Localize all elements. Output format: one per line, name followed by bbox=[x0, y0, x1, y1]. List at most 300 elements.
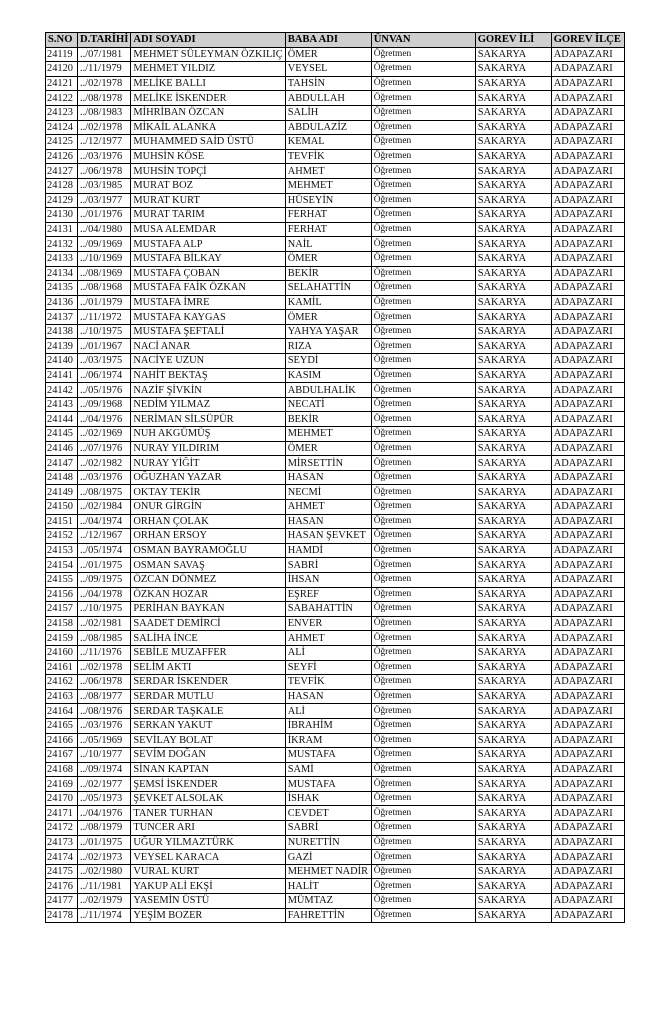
table-row bbox=[46, 91, 625, 106]
cell-full-name: MUHSİN KÖSE bbox=[131, 149, 285, 164]
table-row bbox=[46, 587, 625, 602]
cell-birth-date: ../02/1981 bbox=[78, 616, 131, 631]
cell-father-name: MUSTAFA bbox=[285, 777, 371, 792]
table-row bbox=[46, 645, 625, 660]
cell-father-name: BEKİR bbox=[285, 412, 371, 427]
cell-duty-province: SAKARYA bbox=[475, 120, 551, 135]
cell-sno: 24164 bbox=[46, 704, 78, 719]
cell-title: Öğretmen bbox=[371, 879, 475, 894]
cell-full-name: OKTAY TEKİR bbox=[131, 485, 285, 500]
cell-full-name: MEHMET YILDIZ bbox=[131, 62, 285, 77]
cell-father-name: ABDULLAH bbox=[285, 91, 371, 106]
cell-duty-district: ADAPAZARI bbox=[551, 616, 624, 631]
cell-duty-district: ADAPAZARI bbox=[551, 485, 624, 500]
cell-duty-district: ADAPAZARI bbox=[551, 354, 624, 369]
cell-full-name: MUSTAFA FAİK ÖZKAN bbox=[131, 281, 285, 296]
table-row bbox=[46, 208, 625, 223]
cell-full-name: ÖZCAN DÖNMEZ bbox=[131, 572, 285, 587]
cell-duty-province: SAKARYA bbox=[475, 543, 551, 558]
cell-duty-province: SAKARYA bbox=[475, 412, 551, 427]
cell-father-name: SEYFİ bbox=[285, 660, 371, 675]
cell-father-name: SALİH bbox=[285, 105, 371, 120]
cell-birth-date: ../04/1976 bbox=[78, 412, 131, 427]
cell-duty-province: SAKARYA bbox=[475, 894, 551, 909]
cell-sno: 24121 bbox=[46, 76, 78, 91]
cell-duty-district: ADAPAZARI bbox=[551, 631, 624, 646]
cell-duty-district: ADAPAZARI bbox=[551, 149, 624, 164]
cell-birth-date: ../02/1973 bbox=[78, 850, 131, 865]
table-row bbox=[46, 543, 625, 558]
cell-duty-province: SAKARYA bbox=[475, 602, 551, 617]
cell-birth-date: ../03/1975 bbox=[78, 354, 131, 369]
cell-father-name: TEVFİK bbox=[285, 149, 371, 164]
table-row bbox=[46, 266, 625, 281]
cell-sno: 24128 bbox=[46, 178, 78, 193]
cell-duty-province: SAKARYA bbox=[475, 689, 551, 704]
cell-birth-date: ../08/1985 bbox=[78, 631, 131, 646]
cell-father-name: SELAHATTİN bbox=[285, 281, 371, 296]
cell-father-name: ALİ bbox=[285, 645, 371, 660]
cell-father-name: HASAN ŞEVKET bbox=[285, 529, 371, 544]
cell-sno: 24151 bbox=[46, 514, 78, 529]
cell-sno: 24157 bbox=[46, 602, 78, 617]
cell-duty-district: ADAPAZARI bbox=[551, 135, 624, 150]
cell-duty-province: SAKARYA bbox=[475, 281, 551, 296]
cell-duty-district: ADAPAZARI bbox=[551, 500, 624, 515]
cell-birth-date: ../09/1975 bbox=[78, 572, 131, 587]
cell-father-name: FERHAT bbox=[285, 208, 371, 223]
cell-sno: 24153 bbox=[46, 543, 78, 558]
cell-father-name: SABRİ bbox=[285, 558, 371, 573]
cell-duty-province: SAKARYA bbox=[475, 397, 551, 412]
cell-birth-date: ../09/1974 bbox=[78, 762, 131, 777]
cell-duty-province: SAKARYA bbox=[475, 660, 551, 675]
cell-sno: 24166 bbox=[46, 733, 78, 748]
table-row bbox=[46, 368, 625, 383]
cell-duty-district: ADAPAZARI bbox=[551, 91, 624, 106]
cell-father-name: NAİL bbox=[285, 237, 371, 252]
cell-full-name: TANER TURHAN bbox=[131, 806, 285, 821]
cell-father-name: HASAN bbox=[285, 470, 371, 485]
cell-title: Öğretmen bbox=[371, 120, 475, 135]
cell-sno: 24162 bbox=[46, 675, 78, 690]
cell-sno: 24125 bbox=[46, 135, 78, 150]
cell-sno: 24152 bbox=[46, 529, 78, 544]
cell-title: Öğretmen bbox=[371, 251, 475, 266]
cell-birth-date: ../02/1978 bbox=[78, 660, 131, 675]
table-row bbox=[46, 222, 625, 237]
cell-birth-date: ../06/1978 bbox=[78, 675, 131, 690]
cell-birth-date: ../01/1976 bbox=[78, 208, 131, 223]
table-row bbox=[46, 704, 625, 719]
cell-duty-province: SAKARYA bbox=[475, 193, 551, 208]
cell-duty-district: ADAPAZARI bbox=[551, 470, 624, 485]
cell-full-name: SALİHA İNCE bbox=[131, 631, 285, 646]
cell-duty-province: SAKARYA bbox=[475, 616, 551, 631]
cell-father-name: BEKİR bbox=[285, 266, 371, 281]
header-birth-date: D.TARİHİ bbox=[78, 33, 131, 48]
cell-full-name: MURAT TARIM bbox=[131, 208, 285, 223]
cell-sno: 24161 bbox=[46, 660, 78, 675]
cell-duty-province: SAKARYA bbox=[475, 149, 551, 164]
table-row bbox=[46, 164, 625, 179]
cell-father-name: MÜMTAZ bbox=[285, 894, 371, 909]
cell-title: Öğretmen bbox=[371, 105, 475, 120]
cell-duty-province: SAKARYA bbox=[475, 704, 551, 719]
table-row bbox=[46, 383, 625, 398]
cell-father-name: TAHSİN bbox=[285, 76, 371, 91]
table-row bbox=[46, 251, 625, 266]
cell-title: Öğretmen bbox=[371, 208, 475, 223]
cell-sno: 24140 bbox=[46, 354, 78, 369]
cell-birth-date: ../03/1976 bbox=[78, 718, 131, 733]
cell-duty-province: SAKARYA bbox=[475, 485, 551, 500]
cell-birth-date: ../02/1982 bbox=[78, 456, 131, 471]
cell-title: Öğretmen bbox=[371, 850, 475, 865]
cell-title: Öğretmen bbox=[371, 193, 475, 208]
cell-title: Öğretmen bbox=[371, 733, 475, 748]
cell-duty-province: SAKARYA bbox=[475, 879, 551, 894]
table-row bbox=[46, 120, 625, 135]
cell-title: Öğretmen bbox=[371, 222, 475, 237]
cell-title: Öğretmen bbox=[371, 587, 475, 602]
cell-sno: 24120 bbox=[46, 62, 78, 77]
table-row bbox=[46, 821, 625, 836]
table-row bbox=[46, 47, 625, 62]
cell-title: Öğretmen bbox=[371, 456, 475, 471]
cell-full-name: SERKAN YAKUT bbox=[131, 718, 285, 733]
cell-full-name: OSMAN SAVAŞ bbox=[131, 558, 285, 573]
cell-full-name: NURAY YILDIRIM bbox=[131, 441, 285, 456]
header-row bbox=[46, 33, 625, 48]
cell-birth-date: ../08/1977 bbox=[78, 689, 131, 704]
cell-duty-district: ADAPAZARI bbox=[551, 514, 624, 529]
cell-duty-province: SAKARYA bbox=[475, 675, 551, 690]
cell-birth-date: ../04/1974 bbox=[78, 514, 131, 529]
cell-duty-district: ADAPAZARI bbox=[551, 602, 624, 617]
cell-duty-province: SAKARYA bbox=[475, 295, 551, 310]
cell-birth-date: ../09/1969 bbox=[78, 237, 131, 252]
cell-birth-date: ../09/1968 bbox=[78, 397, 131, 412]
cell-full-name: MURAT KURT bbox=[131, 193, 285, 208]
cell-title: Öğretmen bbox=[371, 631, 475, 646]
cell-father-name: FERHAT bbox=[285, 222, 371, 237]
cell-birth-date: ../04/1978 bbox=[78, 587, 131, 602]
cell-sno: 24147 bbox=[46, 456, 78, 471]
cell-father-name: RIZA bbox=[285, 339, 371, 354]
table-row bbox=[46, 850, 625, 865]
cell-title: Öğretmen bbox=[371, 266, 475, 281]
cell-full-name: UĞUR YILMAZTÜRK bbox=[131, 835, 285, 850]
cell-full-name: MUHAMMED SAİD ÜSTÜ bbox=[131, 135, 285, 150]
cell-duty-district: ADAPAZARI bbox=[551, 543, 624, 558]
table-row bbox=[46, 733, 625, 748]
cell-title: Öğretmen bbox=[371, 354, 475, 369]
cell-father-name: TEVFİK bbox=[285, 675, 371, 690]
cell-title: Öğretmen bbox=[371, 470, 475, 485]
cell-duty-district: ADAPAZARI bbox=[551, 120, 624, 135]
cell-father-name: HAMDİ bbox=[285, 543, 371, 558]
cell-title: Öğretmen bbox=[371, 295, 475, 310]
cell-duty-district: ADAPAZARI bbox=[551, 587, 624, 602]
cell-duty-district: ADAPAZARI bbox=[551, 310, 624, 325]
cell-father-name: İHSAN bbox=[285, 572, 371, 587]
cell-duty-district: ADAPAZARI bbox=[551, 821, 624, 836]
cell-duty-district: ADAPAZARI bbox=[551, 397, 624, 412]
cell-title: Öğretmen bbox=[371, 572, 475, 587]
table-row bbox=[46, 485, 625, 500]
cell-birth-date: ../10/1969 bbox=[78, 251, 131, 266]
table-row bbox=[46, 558, 625, 573]
cell-duty-province: SAKARYA bbox=[475, 514, 551, 529]
cell-duty-district: ADAPAZARI bbox=[551, 368, 624, 383]
cell-father-name: EŞREF bbox=[285, 587, 371, 602]
cell-duty-province: SAKARYA bbox=[475, 208, 551, 223]
cell-full-name: VURAL KURT bbox=[131, 864, 285, 879]
cell-sno: 24175 bbox=[46, 864, 78, 879]
cell-duty-district: ADAPAZARI bbox=[551, 675, 624, 690]
cell-father-name: HASAN bbox=[285, 689, 371, 704]
cell-birth-date: ../11/1976 bbox=[78, 645, 131, 660]
cell-full-name: NEDİM YILMAZ bbox=[131, 397, 285, 412]
cell-father-name: KAMİL bbox=[285, 295, 371, 310]
cell-full-name: SEVİLAY BOLAT bbox=[131, 733, 285, 748]
cell-birth-date: ../03/1976 bbox=[78, 149, 131, 164]
cell-birth-date: ../07/1976 bbox=[78, 441, 131, 456]
cell-birth-date: ../01/1975 bbox=[78, 558, 131, 573]
cell-full-name: SAADET DEMİRCİ bbox=[131, 616, 285, 631]
cell-birth-date: ../11/1972 bbox=[78, 310, 131, 325]
cell-birth-date: ../08/1978 bbox=[78, 91, 131, 106]
cell-sno: 24148 bbox=[46, 470, 78, 485]
cell-full-name: YAKUP ALİ EKŞİ bbox=[131, 879, 285, 894]
cell-sno: 24159 bbox=[46, 631, 78, 646]
cell-title: Öğretmen bbox=[371, 339, 475, 354]
cell-birth-date: ../07/1981 bbox=[78, 47, 131, 62]
cell-father-name: MEHMET bbox=[285, 427, 371, 442]
cell-full-name: MUSTAFA ŞEFTALİ bbox=[131, 324, 285, 339]
table-row bbox=[46, 500, 625, 515]
cell-sno: 24160 bbox=[46, 645, 78, 660]
cell-duty-district: ADAPAZARI bbox=[551, 704, 624, 719]
cell-birth-date: ../02/1978 bbox=[78, 120, 131, 135]
cell-father-name: FAHRETTİN bbox=[285, 908, 371, 923]
cell-sno: 24178 bbox=[46, 908, 78, 923]
cell-birth-date: ../10/1975 bbox=[78, 602, 131, 617]
cell-duty-district: ADAPAZARI bbox=[551, 558, 624, 573]
cell-duty-province: SAKARYA bbox=[475, 91, 551, 106]
cell-birth-date: ../05/1969 bbox=[78, 733, 131, 748]
cell-title: Öğretmen bbox=[371, 149, 475, 164]
cell-duty-province: SAKARYA bbox=[475, 310, 551, 325]
cell-father-name: ABDULAZİZ bbox=[285, 120, 371, 135]
table-body bbox=[46, 47, 625, 923]
cell-sno: 24135 bbox=[46, 281, 78, 296]
cell-duty-district: ADAPAZARI bbox=[551, 222, 624, 237]
cell-sno: 24172 bbox=[46, 821, 78, 836]
cell-sno: 24142 bbox=[46, 383, 78, 398]
table-row bbox=[46, 310, 625, 325]
cell-sno: 24169 bbox=[46, 777, 78, 792]
cell-birth-date: ../01/1967 bbox=[78, 339, 131, 354]
cell-title: Öğretmen bbox=[371, 558, 475, 573]
cell-title: Öğretmen bbox=[371, 791, 475, 806]
cell-father-name: HALİT bbox=[285, 879, 371, 894]
header-duty-district: GOREV İLÇE bbox=[551, 33, 624, 48]
cell-father-name: MUSTAFA bbox=[285, 748, 371, 763]
cell-title: Öğretmen bbox=[371, 660, 475, 675]
table-row bbox=[46, 835, 625, 850]
cell-duty-province: SAKARYA bbox=[475, 135, 551, 150]
table-row bbox=[46, 675, 625, 690]
cell-duty-province: SAKARYA bbox=[475, 835, 551, 850]
table-row bbox=[46, 514, 625, 529]
table-row bbox=[46, 470, 625, 485]
cell-full-name: NAHİT BEKTAŞ bbox=[131, 368, 285, 383]
cell-birth-date: ../12/1967 bbox=[78, 529, 131, 544]
cell-father-name: İSHAK bbox=[285, 791, 371, 806]
table-row bbox=[46, 529, 625, 544]
cell-duty-district: ADAPAZARI bbox=[551, 762, 624, 777]
cell-birth-date: ../02/1977 bbox=[78, 777, 131, 792]
cell-full-name: ORHAN ERSOY bbox=[131, 529, 285, 544]
cell-duty-province: SAKARYA bbox=[475, 850, 551, 865]
cell-father-name: SAMİ bbox=[285, 762, 371, 777]
cell-sno: 24141 bbox=[46, 368, 78, 383]
cell-birth-date: ../01/1975 bbox=[78, 835, 131, 850]
table-row bbox=[46, 62, 625, 77]
cell-birth-date: ../05/1974 bbox=[78, 543, 131, 558]
cell-birth-date: ../08/1976 bbox=[78, 704, 131, 719]
cell-title: Öğretmen bbox=[371, 821, 475, 836]
cell-birth-date: ../03/1976 bbox=[78, 470, 131, 485]
cell-title: Öğretmen bbox=[371, 602, 475, 617]
header-duty-province: GOREV İLİ bbox=[475, 33, 551, 48]
cell-title: Öğretmen bbox=[371, 762, 475, 777]
cell-birth-date: ../02/1980 bbox=[78, 864, 131, 879]
table-row bbox=[46, 791, 625, 806]
cell-duty-province: SAKARYA bbox=[475, 718, 551, 733]
cell-title: Öğretmen bbox=[371, 485, 475, 500]
cell-father-name: ÖMER bbox=[285, 47, 371, 62]
cell-duty-province: SAKARYA bbox=[475, 251, 551, 266]
cell-duty-province: SAKARYA bbox=[475, 572, 551, 587]
cell-duty-district: ADAPAZARI bbox=[551, 266, 624, 281]
cell-duty-district: ADAPAZARI bbox=[551, 412, 624, 427]
cell-full-name: MİHRİBAN ÖZCAN bbox=[131, 105, 285, 120]
cell-birth-date: ../02/1969 bbox=[78, 427, 131, 442]
cell-title: Öğretmen bbox=[371, 164, 475, 179]
cell-sno: 24176 bbox=[46, 879, 78, 894]
cell-father-name: MEHMET bbox=[285, 178, 371, 193]
header-full-name: ADI SOYADI bbox=[131, 33, 285, 48]
cell-title: Öğretmen bbox=[371, 441, 475, 456]
cell-duty-province: SAKARYA bbox=[475, 645, 551, 660]
cell-duty-province: SAKARYA bbox=[475, 339, 551, 354]
cell-full-name: MELİKE BALLI bbox=[131, 76, 285, 91]
cell-duty-district: ADAPAZARI bbox=[551, 295, 624, 310]
cell-title: Öğretmen bbox=[371, 310, 475, 325]
cell-birth-date: ../08/1968 bbox=[78, 281, 131, 296]
cell-father-name: AHMET bbox=[285, 500, 371, 515]
cell-father-name: GAZİ bbox=[285, 850, 371, 865]
cell-title: Öğretmen bbox=[371, 675, 475, 690]
cell-full-name: MURAT BOZ bbox=[131, 178, 285, 193]
table-row bbox=[46, 105, 625, 120]
cell-title: Öğretmen bbox=[371, 689, 475, 704]
cell-full-name: SEVİM DOĞAN bbox=[131, 748, 285, 763]
cell-birth-date: ../02/1979 bbox=[78, 894, 131, 909]
table-row bbox=[46, 149, 625, 164]
cell-duty-province: SAKARYA bbox=[475, 500, 551, 515]
cell-father-name: AHMET bbox=[285, 631, 371, 646]
cell-birth-date: ../10/1975 bbox=[78, 324, 131, 339]
cell-duty-province: SAKARYA bbox=[475, 587, 551, 602]
cell-title: Öğretmen bbox=[371, 894, 475, 909]
cell-sno: 24156 bbox=[46, 587, 78, 602]
cell-father-name: ABDULHALİK bbox=[285, 383, 371, 398]
cell-title: Öğretmen bbox=[371, 864, 475, 879]
cell-duty-district: ADAPAZARI bbox=[551, 281, 624, 296]
cell-duty-district: ADAPAZARI bbox=[551, 894, 624, 909]
table-row bbox=[46, 616, 625, 631]
table-row bbox=[46, 76, 625, 91]
cell-title: Öğretmen bbox=[371, 645, 475, 660]
cell-title: Öğretmen bbox=[371, 543, 475, 558]
cell-duty-district: ADAPAZARI bbox=[551, 689, 624, 704]
cell-duty-district: ADAPAZARI bbox=[551, 777, 624, 792]
cell-full-name: ÖZKAN HOZAR bbox=[131, 587, 285, 602]
table-row bbox=[46, 777, 625, 792]
table-row bbox=[46, 689, 625, 704]
cell-father-name: SABAHATTİN bbox=[285, 602, 371, 617]
cell-full-name: MUSA ALEMDAR bbox=[131, 222, 285, 237]
cell-birth-date: ../01/1979 bbox=[78, 295, 131, 310]
cell-full-name: ŞEMSİ İSKENDER bbox=[131, 777, 285, 792]
cell-duty-district: ADAPAZARI bbox=[551, 427, 624, 442]
table-row bbox=[46, 456, 625, 471]
cell-birth-date: ../05/1973 bbox=[78, 791, 131, 806]
cell-duty-province: SAKARYA bbox=[475, 762, 551, 777]
table-row bbox=[46, 602, 625, 617]
cell-duty-province: SAKARYA bbox=[475, 908, 551, 923]
table-row bbox=[46, 135, 625, 150]
cell-duty-district: ADAPAZARI bbox=[551, 645, 624, 660]
cell-duty-district: ADAPAZARI bbox=[551, 850, 624, 865]
table-row bbox=[46, 806, 625, 821]
cell-duty-province: SAKARYA bbox=[475, 529, 551, 544]
cell-father-name: NURETTİN bbox=[285, 835, 371, 850]
cell-sno: 24155 bbox=[46, 572, 78, 587]
cell-duty-district: ADAPAZARI bbox=[551, 908, 624, 923]
cell-full-name: MELİKE İSKENDER bbox=[131, 91, 285, 106]
cell-birth-date: ../06/1974 bbox=[78, 368, 131, 383]
cell-father-name: AHMET bbox=[285, 164, 371, 179]
cell-father-name: ÖMER bbox=[285, 251, 371, 266]
cell-title: Öğretmen bbox=[371, 908, 475, 923]
cell-sno: 24126 bbox=[46, 149, 78, 164]
cell-full-name: YASEMİN ÜSTÜ bbox=[131, 894, 285, 909]
cell-birth-date: ../11/1979 bbox=[78, 62, 131, 77]
cell-title: Öğretmen bbox=[371, 281, 475, 296]
cell-sno: 24158 bbox=[46, 616, 78, 631]
cell-full-name: ŞEVKET ALSOLAK bbox=[131, 791, 285, 806]
cell-sno: 24132 bbox=[46, 237, 78, 252]
cell-duty-province: SAKARYA bbox=[475, 791, 551, 806]
cell-sno: 24177 bbox=[46, 894, 78, 909]
cell-full-name: NAZİF ŞİVKİN bbox=[131, 383, 285, 398]
cell-full-name: NACİYE UZUN bbox=[131, 354, 285, 369]
